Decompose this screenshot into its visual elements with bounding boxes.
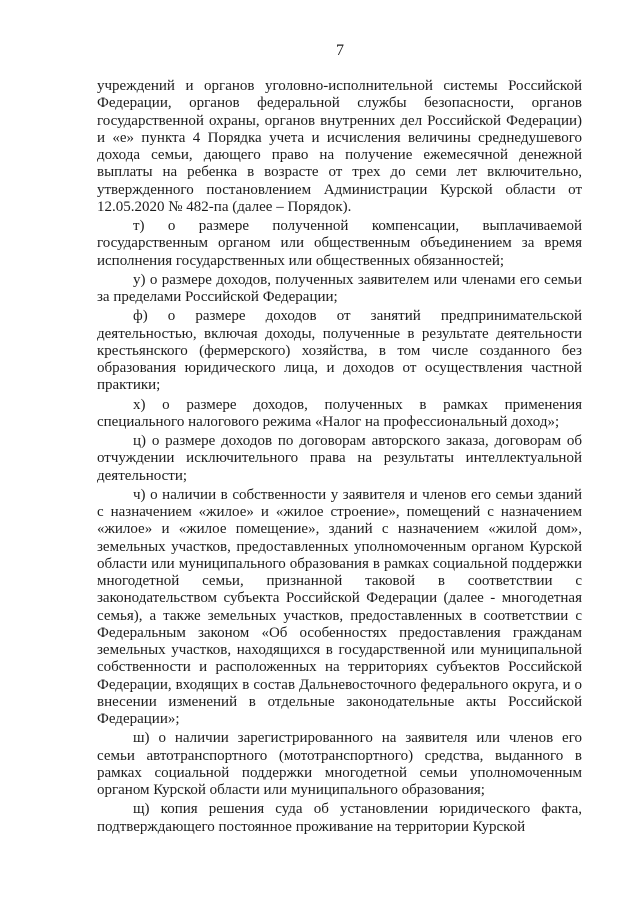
paragraph-item-u: у) о размере доходов, полученных заявителем или членами его семьи за пределами Российской Федерации;	[97, 271, 582, 305]
page-number: 7	[336, 42, 344, 59]
document-body	[97, 78, 582, 836]
paragraph-item-kh: х) о размере доходов, полученных в рамках применения специального налогового режима «Налог на профессиональный доход»;	[97, 396, 582, 430]
paragraph-item-ch: ч) о наличии в собственности у заявителя и членов его семьи зданий с назначением «жилое» и «жилое строение», помещений с назначением «жилое» и «жилое помещение», зданий с назначением «жилой дом», земельных участков, предоставленных уполномоченным органом Курской области или муниципального образования в рамках социальной поддержки многодетной семьи, признанной таковой в соответствии с законодательством субъекта Российской Федерации (далее - многодетная семья), а также земельных участков, предоставленных в соответствии с Федеральным законом «Об особенностях предоставления гражданам земельных участков, находящихся в государственной или муниципальной собственности и расположенных на территориях субъектов Российской Федерации, входящих в состав Дальневосточного федерального округа, и о внесении изменений в отдельные законодательные акты Российской Федерации»;	[97, 486, 582, 727]
paragraph-continuation: учреждений и органов уголовно-исполнительной системы Российской Федерации, органов федеральной службы безопасности, органов государственной охраны, органов внутренних дел Российской Федерации) и «е» пункта 4 Порядка учета и исчисления величины среднедушевого дохода семьи, дающего право на получение ежемесячной денежной выплаты на ребенка в возрасте от трех до семи лет включительно, утвержденного постановлением Администрации Курской области от 12.05.2020 № 482-па (далее – Порядок).	[97, 78, 582, 215]
paragraph-item-shch: щ) копия решения суда об установлении юридического факта, подтверждающего постоянное проживание на территории Курской	[97, 801, 582, 835]
paragraph-item-sh: ш) о наличии зарегистрированного на заявителя или членов его семьи автотранспортного (мототранспортного) средства, выданного в рамках социальной поддержки многодетной семьи уполномоченным органом Курской области или муниципального образования;	[97, 730, 582, 798]
paragraph-item-t: т) о размере полученной компенсации, выплачиваемой государственным органом или общественным объединением за время исполнения государственных или общественных обязанностей;	[97, 218, 582, 269]
paragraph-item-ts: ц) о размере доходов по договорам авторского заказа, договорам об отчуждении исключительного права на результаты интеллектуальной деятельности;	[97, 433, 582, 484]
paragraph-item-f: ф) о размере доходов от занятий предпринимательской деятельностью, включая доходы, полученные в результате деятельности крестьянского (фермерского) хозяйства, в том числе созданного без образования юридического лица, и доходов от осуществления частной практики;	[97, 308, 582, 394]
